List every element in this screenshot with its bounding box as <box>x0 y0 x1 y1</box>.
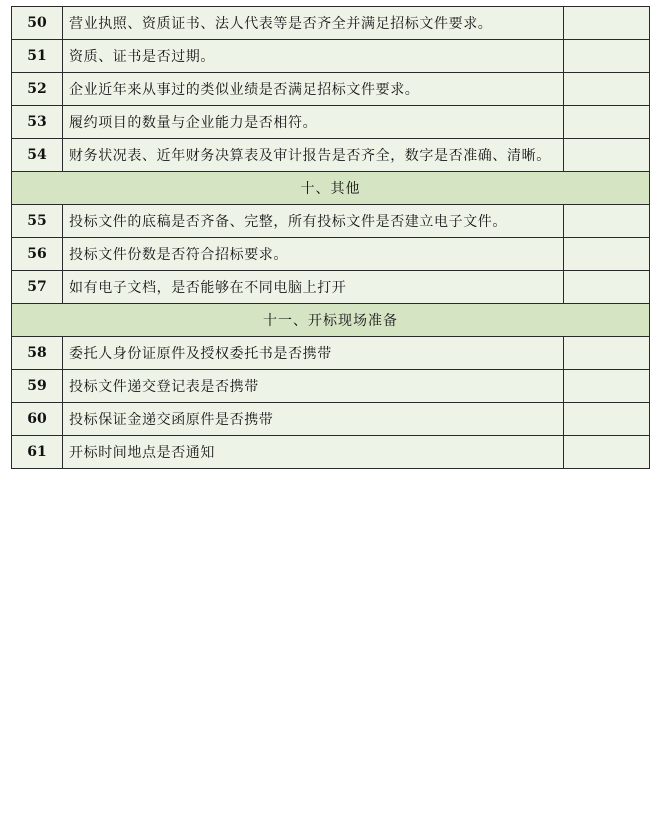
row-item-text: 营业执照、资质证书、法人代表等是否齐全并满足招标文件要求。 <box>63 7 564 40</box>
table-row <box>12 139 650 172</box>
row-check-cell[interactable] <box>564 205 650 238</box>
row-item-text: 财务状况表、近年财务决算表及审计报告是否齐全，数字是否准确、清晰。 <box>63 139 564 172</box>
row-check-cell[interactable] <box>564 40 650 73</box>
row-item-text: 如有电子文档，是否能够在不同电脑上打开 <box>63 271 564 304</box>
table-row <box>12 106 650 139</box>
row-item-text: 开标时间地点是否通知 <box>63 436 564 469</box>
row-check-cell[interactable] <box>564 403 650 436</box>
row-number: 53 <box>12 106 63 139</box>
row-item-text: 资质、证书是否过期。 <box>63 40 564 73</box>
row-check-cell[interactable] <box>564 73 650 106</box>
row-number: 50 <box>12 7 63 40</box>
row-number: 57 <box>12 271 63 304</box>
row-item-text: 投标文件份数是否符合招标要求。 <box>63 238 564 271</box>
row-check-cell[interactable] <box>564 7 650 40</box>
table-row <box>12 271 650 304</box>
row-item-text: 委托人身份证原件及授权委托书是否携带 <box>63 337 564 370</box>
section-header-row <box>12 304 650 337</box>
row-check-cell[interactable] <box>564 271 650 304</box>
row-item-text: 投标文件的底稿是否齐备、完整，所有投标文件是否建立电子文件。 <box>63 205 564 238</box>
table-row <box>12 205 650 238</box>
checklist-table <box>11 6 650 469</box>
section-title: 十、其他 <box>12 172 650 205</box>
row-check-cell[interactable] <box>564 238 650 271</box>
row-check-cell[interactable] <box>564 436 650 469</box>
row-number: 60 <box>12 403 63 436</box>
row-number: 55 <box>12 205 63 238</box>
checklist-body <box>12 7 650 469</box>
section-header-row <box>12 172 650 205</box>
table-row <box>12 370 650 403</box>
row-check-cell[interactable] <box>564 106 650 139</box>
row-number: 59 <box>12 370 63 403</box>
row-number: 61 <box>12 436 63 469</box>
row-item-text: 投标保证金递交函原件是否携带 <box>63 403 564 436</box>
section-title: 十一、开标现场准备 <box>12 304 650 337</box>
row-item-text: 履约项目的数量与企业能力是否相符。 <box>63 106 564 139</box>
table-row <box>12 7 650 40</box>
row-item-text: 企业近年来从事过的类似业绩是否满足招标文件要求。 <box>63 73 564 106</box>
row-number: 58 <box>12 337 63 370</box>
row-check-cell[interactable] <box>564 337 650 370</box>
row-number: 52 <box>12 73 63 106</box>
row-number: 54 <box>12 139 63 172</box>
table-row <box>12 403 650 436</box>
row-check-cell[interactable] <box>564 370 650 403</box>
table-row <box>12 337 650 370</box>
table-row <box>12 73 650 106</box>
row-number: 56 <box>12 238 63 271</box>
table-row <box>12 40 650 73</box>
table-row <box>12 436 650 469</box>
row-number: 51 <box>12 40 63 73</box>
table-row <box>12 238 650 271</box>
row-check-cell[interactable] <box>564 139 650 172</box>
row-item-text: 投标文件递交登记表是否携带 <box>63 370 564 403</box>
